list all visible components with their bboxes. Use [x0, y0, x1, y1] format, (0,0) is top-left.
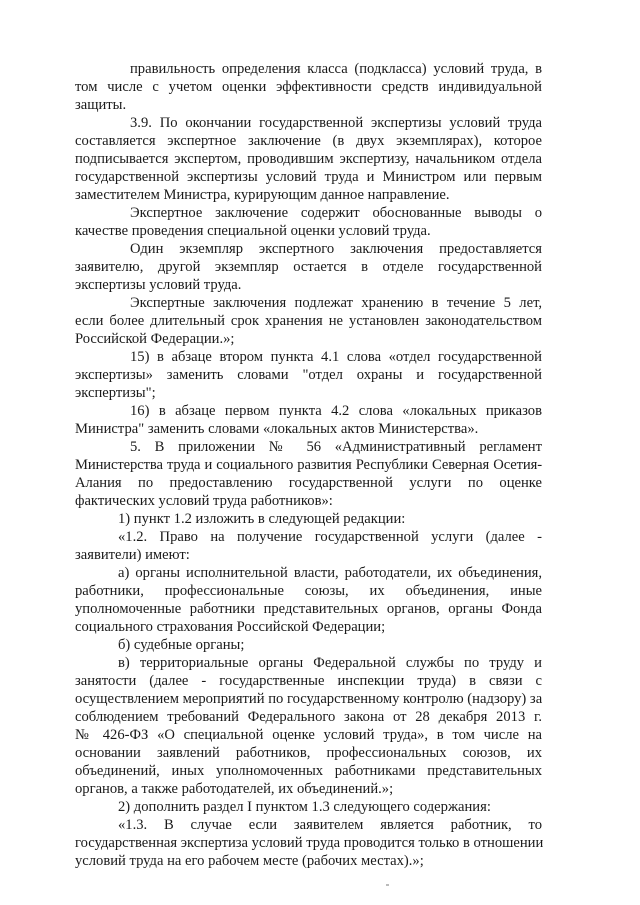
text-line: заявителю, другой экземпляр остается в отделе государственной [75, 259, 542, 275]
text-line: фактических условий труда работников»: [75, 493, 333, 509]
text-line: 15) в абзаце втором пункта 4.1 слова «отдел государственной [130, 349, 542, 365]
text-line: уполномоченные работники представительных органов, органы Фонда [75, 601, 542, 617]
text-line: а) органы исполнительной власти, работодатели, их объединения, [118, 565, 542, 581]
text-line: 2) дополнить раздел I пунктом 1.3 следующего содержания: [118, 799, 491, 815]
text-line: Российской Федерации.»; [75, 331, 235, 347]
text-line: основании заявлений работников, профессиональных союзов, их [75, 745, 542, 761]
text-line: правильность определения класса (подкласса) условий труда, в [130, 61, 542, 77]
text-line: б) судебные органы; [118, 637, 245, 653]
text-line: социального страхования Российской Федерации; [75, 619, 386, 635]
scan-speck [386, 884, 389, 886]
text-line: 1) пункт 1.2 изложить в следующей редакции: [118, 511, 406, 527]
text-line: осуществлением мероприятий по государственному контролю (надзору) за [75, 691, 543, 707]
text-line: экспертизы условий труда. [75, 277, 242, 293]
text-line: 3.9. По окончании государственной экспертизы условий труда [130, 115, 542, 131]
text-line: занятости (далее - государственные инспекции труда) в связи с [75, 673, 542, 689]
text-line: Министра" заменить словами «локальных актов Министерства». [75, 421, 479, 437]
text-line: «1.3. В случае если заявителем является работник, то [118, 817, 542, 833]
text-line: защиты. [75, 97, 127, 113]
text-line: Министерства труда и социального развития Республики Северная Осетия- [75, 457, 542, 473]
text-line: подписывается экспертом, проводившим экспертизу, начальником отдела [75, 151, 542, 167]
text-line: работники, профессиональные союзы, их объединения, иные [75, 583, 542, 599]
text-line: государственной экспертизы условий труда и Министром или первым [75, 169, 542, 185]
text-line: если более длительный срок хранения не установлен законодательством [75, 313, 542, 329]
text-line: государственная экспертиза условий труда проводится только в отношении [75, 835, 544, 851]
text-line: 16) в абзаце первом пункта 4.2 слова «локальных приказов [130, 403, 542, 419]
text-line: органов, а также работодателей, их объединений.»; [75, 781, 394, 797]
text-line: соблюдением требований Федерального закона от 28 декабря 2013 г. [75, 709, 542, 725]
text-line: экспертизы» заменить словами "отдел охраны и государственной [75, 367, 542, 383]
text-line: «1.2. Право на получение государственной услуги (далее - [118, 529, 542, 545]
text-line: заявители) имеют: [75, 547, 190, 563]
text-line: условий труда на его рабочем месте (рабочих местах).»; [75, 853, 424, 869]
text-line: заместителем Министра, курирующим данное направление. [75, 187, 450, 203]
text-line: Один экземпляр экспертного заключения предоставляется [130, 241, 542, 257]
text-line: качестве проведения специальной оценки условий труда. [75, 223, 431, 239]
text-line: составляется экспертное заключение (в двух экземплярах), которое [75, 133, 542, 149]
text-line: том числе с учетом оценки эффективности средств индивидуальной [75, 79, 542, 95]
text-line: объединений, иных уполномоченных работниками представительных [75, 763, 542, 779]
text-line: в) территориальные органы Федеральной службы по труду и [118, 655, 542, 671]
text-line: Экспертное заключение содержит обоснованные выводы о [130, 205, 542, 221]
text-line: экспертизы"; [75, 385, 156, 401]
text-line: 5. В приложении № 56 «Административный регламент [130, 439, 542, 455]
text-line: Экспертные заключения подлежат хранению в течение 5 лет, [130, 295, 542, 311]
text-line: Алания по предоставлению государственной услуги по оценке [75, 475, 542, 491]
text-line: № 426-ФЗ «О специальной оценке условий труда», в том числе на [75, 727, 542, 743]
